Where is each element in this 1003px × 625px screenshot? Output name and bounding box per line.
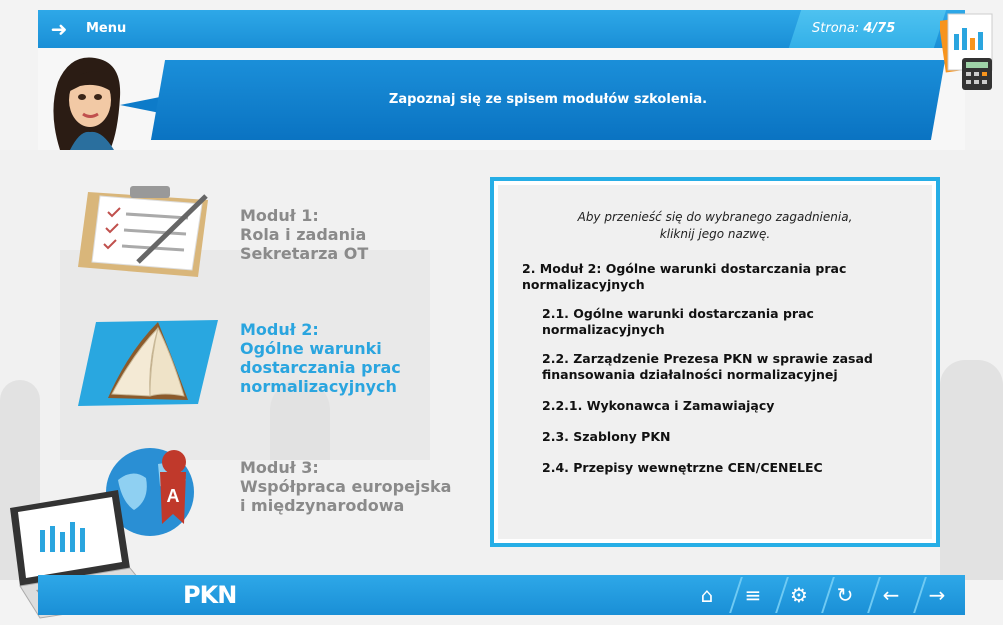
toc-item-2-line2: normalizacyjnych bbox=[522, 277, 645, 292]
arrow-left-icon: ← bbox=[882, 583, 900, 607]
toc-item-2[interactable] bbox=[522, 261, 846, 293]
toc-item-2-1[interactable] bbox=[542, 306, 814, 338]
toc-item-2-3[interactable] bbox=[542, 429, 671, 445]
menu-button[interactable]: Menu bbox=[86, 21, 127, 36]
panel-hint-line2: kliknij jego nazwę. bbox=[659, 227, 771, 241]
arrow-right-icon: → bbox=[928, 583, 946, 607]
table-of-contents-panel bbox=[490, 177, 940, 547]
reload-button[interactable] bbox=[822, 575, 868, 615]
guide-woman-illustration bbox=[40, 52, 132, 150]
contents-button[interactable] bbox=[730, 575, 776, 615]
toc-item-2-2-line1: 2.2. Zarządzenie Prezesa PKN w sprawie zasad bbox=[542, 351, 873, 366]
gear-icon: ⚙ bbox=[790, 583, 808, 607]
svg-text:A: A bbox=[166, 486, 180, 506]
module-3-number: Moduł 3: bbox=[240, 458, 319, 477]
list-icon: ≡ bbox=[744, 583, 762, 607]
module-2-title-line3: normalizacyjnych bbox=[240, 377, 397, 396]
toc-item-2-2[interactable] bbox=[542, 351, 873, 383]
module-2-title-line1: Ogólne warunki bbox=[240, 339, 382, 358]
module-1-title-line1: Rola i zadania bbox=[240, 225, 367, 244]
page-value: 4/75 bbox=[863, 21, 896, 36]
toc-item-2-4-line1: 2.4. Przepisy wewnętrzne CEN/CENELEC bbox=[542, 460, 823, 475]
settings-button[interactable] bbox=[776, 575, 822, 615]
toc-item-2-line1: 2. Moduł 2: Ogólne warunki dostarczania prac bbox=[522, 261, 847, 276]
toc-item-2-4[interactable] bbox=[542, 460, 823, 476]
toc-item-2-2-1-line1: 2.2.1. Wykonawca i Zamawiający bbox=[542, 398, 775, 413]
panel-hint-line1: Aby przenieść się do wybranego zagadnienia, bbox=[577, 210, 853, 224]
module-3-title-line2: i międzynarodowa bbox=[240, 496, 405, 515]
module-2-title-line2: dostarczania prac bbox=[240, 358, 401, 377]
toc-item-2-3-line1: 2.3. Szablony PKN bbox=[542, 429, 671, 444]
next-button[interactable] bbox=[914, 575, 960, 615]
toc-item-2-1-line2: normalizacyjnych bbox=[542, 322, 665, 337]
home-icon: ⌂ bbox=[700, 583, 714, 607]
module-2-number: Moduł 2: bbox=[240, 320, 319, 339]
module-2-link[interactable] bbox=[240, 320, 401, 396]
report-calculator-icon bbox=[940, 12, 998, 92]
previous-button[interactable] bbox=[868, 575, 914, 615]
toc-item-2-2-line2: finansowania działalności normalizacyjnej bbox=[542, 367, 838, 382]
open-book-icon[interactable] bbox=[78, 312, 228, 412]
home-button[interactable] bbox=[684, 575, 730, 615]
toc-item-2-1-line1: 2.1. Ogólne warunki dostarczania prac bbox=[542, 306, 814, 321]
clipboard-checklist-icon[interactable] bbox=[78, 182, 218, 282]
module-1-title-line2: Sekretarza OT bbox=[240, 244, 369, 263]
module-1-link[interactable] bbox=[240, 206, 368, 263]
menu-arrow-icon[interactable]: ➜ bbox=[50, 17, 68, 41]
toc-item-2-2-1[interactable] bbox=[542, 398, 774, 414]
page-label: Strona: bbox=[812, 21, 860, 36]
refresh-icon: ↻ bbox=[836, 583, 854, 607]
page-counter bbox=[812, 21, 895, 36]
panel-hint bbox=[494, 209, 936, 243]
module-3-title-line1: Współpraca europejska bbox=[240, 477, 452, 496]
module-1-number: Moduł 1: bbox=[240, 206, 319, 225]
instruction-text: Zapoznaj się ze spisem modułów szkolenia. bbox=[388, 92, 708, 107]
module-3-link[interactable] bbox=[240, 458, 451, 515]
pkn-logo: PKN bbox=[183, 581, 237, 609]
